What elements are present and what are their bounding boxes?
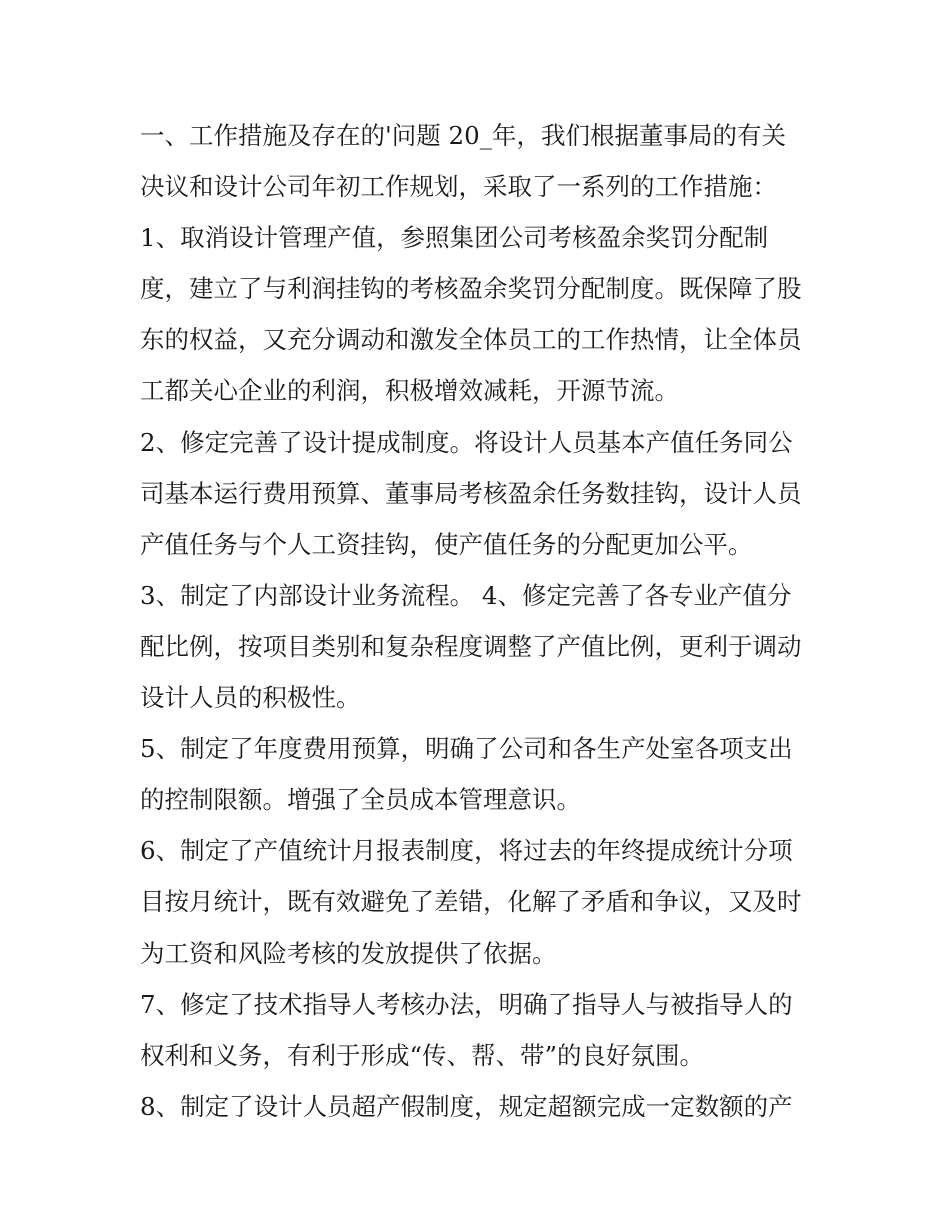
text-line: 设计人员的积极性。: [140, 683, 361, 713]
text-line: 权利和义务，有利于形成“传、帮、带”的良好氛围。: [140, 1040, 705, 1070]
text-line: 6、制定了产值统计月报表制度，将过去的年终提成统计分项: [140, 836, 793, 866]
text-line: 配比例，按项目类别和复杂程度调整了产值比例，更利于调动: [140, 631, 802, 661]
text-line: 决议和设计公司年初工作规划，采取了一系列的工作措施：: [140, 172, 777, 202]
text-line: 一、工作措施及存在的'问题 20_年，我们根据董事局的有关: [140, 121, 786, 150]
text-line: 产值任务与个人工资挂钩，使产值任务的分配更加公平。: [140, 529, 753, 559]
text-line: 工都关心企业的利润，积极增效减耗，开源节流。: [140, 376, 679, 406]
text-line: 的控制限额。增强了全员成本管理意识。: [140, 785, 581, 815]
text-line: 3、制定了内部设计业务流程。 4、修定完善了各专业产值分: [140, 580, 792, 610]
document-body: [140, 110, 820, 1132]
text-line: 7、修定了技术指导人考核办法，明确了指导人与被指导人的: [140, 989, 793, 1019]
text-line: 2、修定完善了设计提成制度。将设计人员基本产值任务同公: [140, 427, 793, 457]
text-line: 8、制定了设计人员超产假制度，规定超额完成一定数额的产: [140, 1091, 793, 1121]
text-line: 司基本运行费用预算、董事局考核盈余任务数挂钩，设计人员: [140, 478, 802, 508]
text-line: 度，建立了与利润挂钩的考核盈余奖罚分配制度。既保障了股: [140, 274, 802, 304]
text-line: 5、制定了年度费用预算，明确了公司和各生产处室各项支出: [140, 734, 793, 764]
text-line: 为工资和风险考核的发放提供了依据。: [140, 938, 557, 968]
text-line: 目按月统计，既有效避免了差错，化解了矛盾和争议，又及时: [140, 887, 802, 917]
text-line: 1、取消设计管理产值，参照集团公司考核盈余奖罚分配制: [140, 223, 769, 253]
text-line: 东的权益，又充分调动和激发全体员工的工作热情，让全体员: [140, 325, 802, 355]
